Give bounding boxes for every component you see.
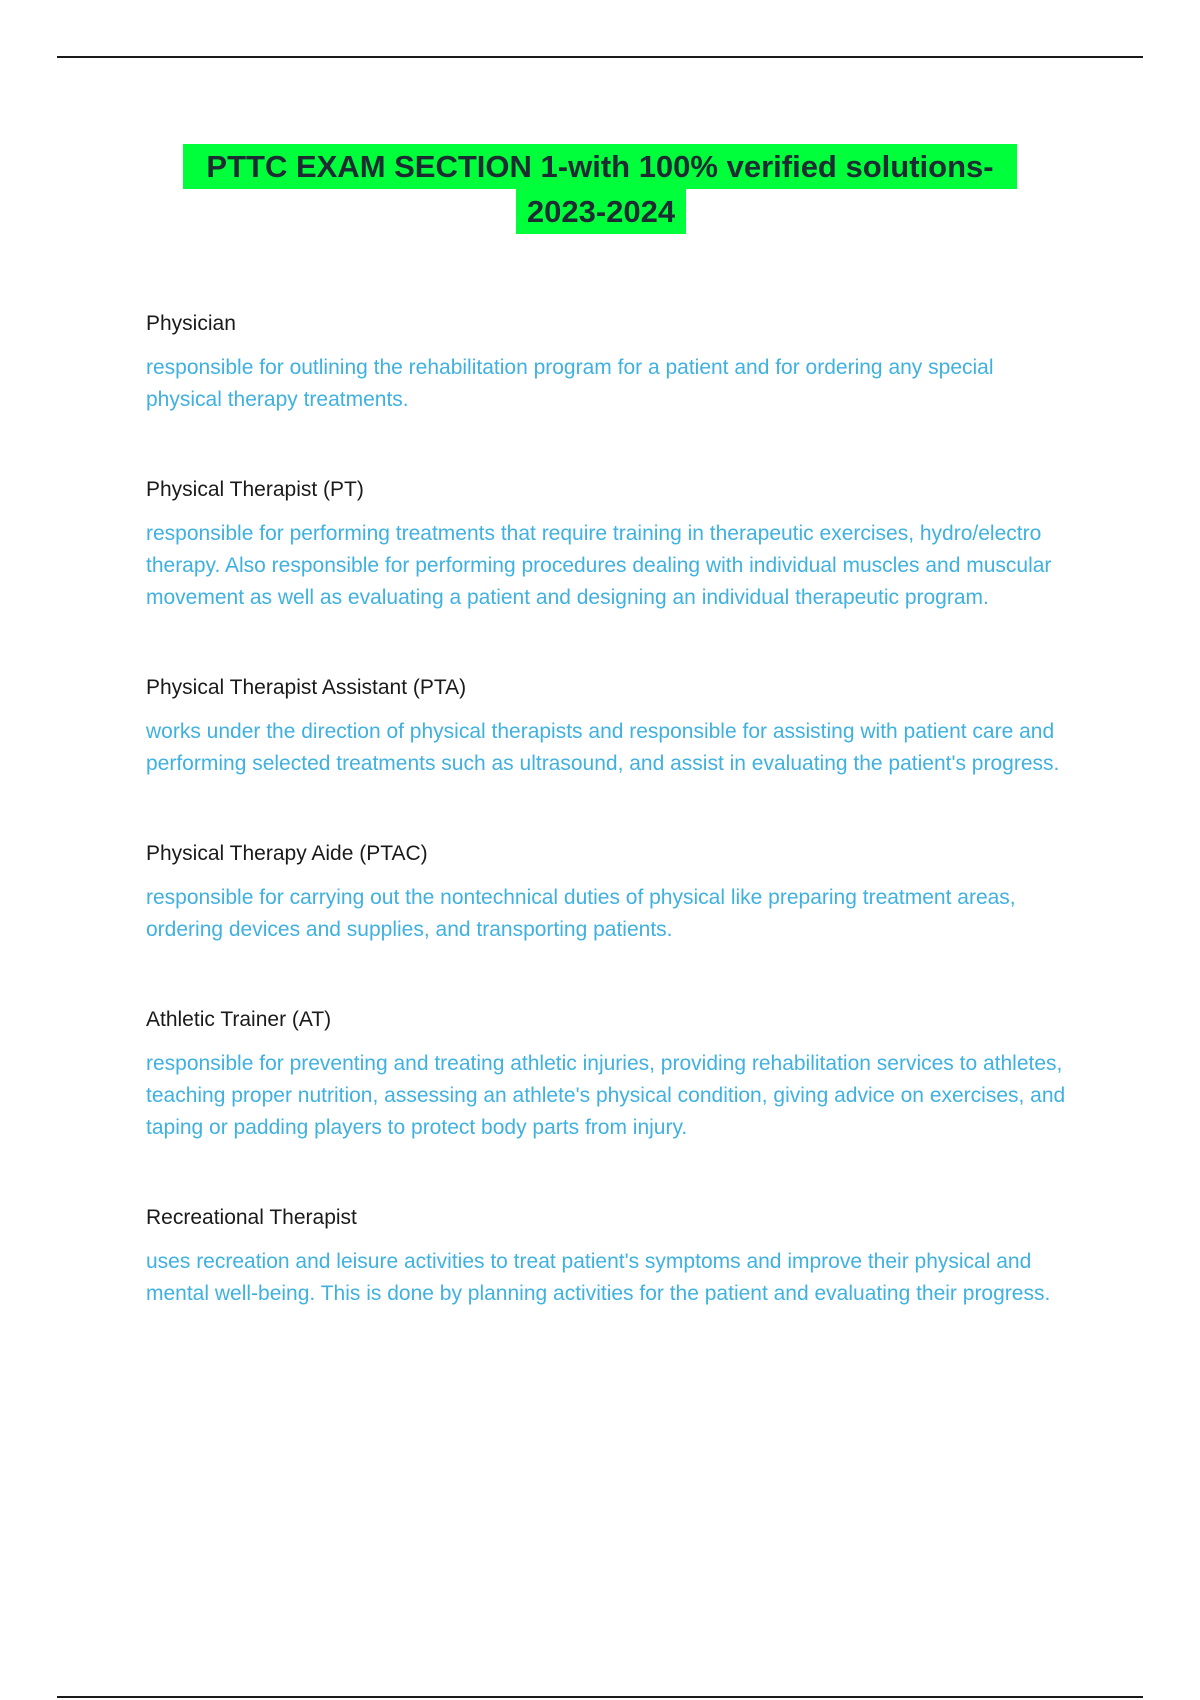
term: Physician	[146, 312, 236, 335]
term-list	[146, 308, 1066, 1310]
definition: uses recreation and leisure activities to treat patient's symptoms and improve their physical and mental well-being. This is done by planning activities for the patient and evaluating their progress.	[146, 1250, 1051, 1305]
definition: responsible for performing treatments that require training in therapeutic exercises, hydro/electro therapy. Also responsible for performing procedures dealing with individual muscles and muscular movement as well as evaluating a patient and designing an individual therapeutic program.	[146, 522, 1052, 609]
entry-athletic-trainer	[146, 1004, 1066, 1144]
entry-physical-therapist-assistant	[146, 672, 1066, 780]
term: Athletic Trainer (AT)	[146, 1008, 332, 1031]
title-line-2: 2023-2024	[516, 189, 686, 234]
footer-rule	[57, 1696, 1143, 1698]
definition: responsible for outlining the rehabilitation program for a patient and for ordering any special physical therapy treatments.	[146, 356, 994, 411]
entry-recreational-therapist	[146, 1202, 1066, 1310]
definition: responsible for carrying out the nontechnical duties of physical like preparing treatment areas, ordering devices and supplies, and transporting patients.	[146, 886, 1016, 941]
entry-physical-therapist	[146, 474, 1066, 614]
title-line-1: PTTC EXAM SECTION 1-with 100% verified solutions-	[183, 144, 1017, 189]
definition: responsible for preventing and treating athletic injuries, providing rehabilitation services to athletes, teaching proper nutrition, assessing an athlete's physical condition, giving advice on exercises, and taping or padding players to protect body parts from injury.	[146, 1052, 1066, 1139]
term: Physical Therapist Assistant (PTA)	[146, 676, 467, 699]
term: Recreational Therapist	[146, 1206, 357, 1229]
definition: works under the direction of physical therapists and responsible for assisting with patient care and performing selected treatments such as ultrasound, and assist in evaluating the patient's progress.	[146, 720, 1060, 775]
header-rule	[57, 56, 1143, 58]
term: Physical Therapist (PT)	[146, 478, 364, 501]
entry-physical-therapy-aide	[146, 838, 1066, 946]
term: Physical Therapy Aide (PTAC)	[146, 842, 428, 865]
entry-physician	[146, 308, 1066, 416]
